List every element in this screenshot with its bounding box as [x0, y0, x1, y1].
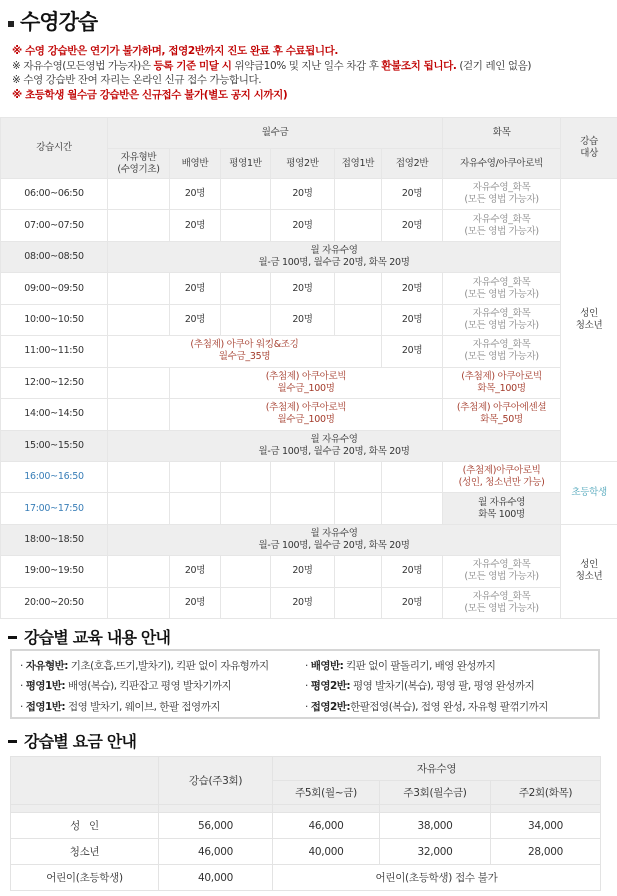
fee-cell: 40,000 [159, 865, 273, 891]
course-item: · 평영1반: 배영(복습), 킥판잡고 평영 발차기까지 [20, 680, 232, 693]
fee-header-col: 주3회(월수금) [380, 781, 491, 805]
square-bullet-icon [8, 21, 14, 27]
schedule-cell: 자유수영_화목 (모든 영법 가능자) [443, 273, 561, 304]
schedule-cell: 20명 [170, 587, 221, 618]
schedule-time: 20:00~20:50 [1, 587, 108, 618]
header-col: 자유수영/아쿠아로빅 [443, 149, 561, 179]
schedule-cell: 20명 [382, 273, 443, 304]
fee-header-col: 주5회(월~금) [273, 781, 380, 805]
fee-section-title: 강습별 요금 안내 [8, 729, 136, 752]
schedule-cell: (추첨제) 아쿠아로빅 월수금_100명 [170, 367, 443, 398]
schedule-merged-cell: 월 자유수영 월-금 100명, 월수금 20명, 화목 20명 [108, 241, 561, 272]
course-info-box [10, 649, 600, 719]
schedule-row [1, 273, 617, 304]
page-title: 수영강습 [8, 4, 97, 38]
schedule-cell [221, 461, 271, 492]
schedule-cell [221, 493, 271, 524]
schedule-cell [382, 493, 443, 524]
schedule-cell: 자유수영_화목 (모든 영법 가능자) [443, 179, 561, 210]
schedule-cell: 20명 [170, 179, 221, 210]
header-mwf: 월수금 [108, 118, 443, 149]
schedule-cell: 자유수영_화목 (모든 영법 가능자) [443, 556, 561, 587]
notice-list [12, 44, 612, 102]
schedule-cell [108, 461, 170, 492]
course-item: · 접영1반: 접영 발차기, 웨이브, 한팔 접영까지 [20, 700, 220, 713]
schedule-cell [335, 273, 382, 304]
notice-item: ※ 초등학생 월수금 강습반은 신규접수 불가(별도 공지 시까지) [12, 88, 288, 101]
header-col: 평영2반 [271, 149, 335, 179]
dash-icon [8, 740, 17, 743]
schedule-cell: 20명 [271, 179, 335, 210]
schedule-cell [382, 461, 443, 492]
header-target: 강습 대상 [561, 118, 617, 179]
schedule-cell [221, 304, 271, 335]
target-cell: 초등학생 [561, 461, 617, 524]
schedule-cell: 월 자유수영 화목 100명 [443, 493, 561, 524]
schedule-merged-cell: 월 자유수영 월-금 100명, 월수금 20명, 화목 20명 [108, 524, 561, 555]
schedule-cell [108, 399, 170, 430]
schedule-row [1, 524, 617, 555]
schedule-cell [271, 461, 335, 492]
schedule-cell [335, 461, 382, 492]
schedule-cell: 20명 [382, 304, 443, 335]
schedule-row [1, 430, 617, 461]
course-section-title: 강습별 교육 내용 안내 [8, 625, 170, 648]
schedule-cell: (추첨제) 아쿠아로빅 월수금_100명 [170, 399, 443, 430]
schedule-cell: 자유수영_화목 (모든 영법 가능자) [443, 210, 561, 241]
schedule-time: 15:00~15:50 [1, 430, 108, 461]
course-item: · 평영2반: 평영 발차기(복습), 평영 팔, 평영 완성까지 [305, 680, 535, 693]
header-col: 접영1반 [335, 149, 382, 179]
schedule-time: 16:00~16:50 [1, 461, 108, 492]
schedule-cell [271, 493, 335, 524]
header-col: 평영1반 [221, 149, 271, 179]
fee-cell: 40,000 [273, 839, 380, 865]
schedule-time: 14:00~14:50 [1, 399, 108, 430]
schedule-cell: 20명 [170, 304, 221, 335]
schedule-cell [108, 179, 170, 210]
schedule-cell [221, 273, 271, 304]
schedule-cell: (추첨제) 아쿠아에센셜 화목_50명 [443, 399, 561, 430]
schedule-cell [221, 587, 271, 618]
schedule-cell: 20명 [382, 179, 443, 210]
notice-item: ※ 자유수영(모든영법 가능자)은 등록 기준 미달 시 위약금10% 및 지난 일수 차감 후 환불조치 됩니다. (걷기 레인 없음) [12, 59, 532, 72]
schedule-table [0, 117, 617, 619]
schedule-cell: 20명 [382, 210, 443, 241]
schedule-cell: 20명 [271, 587, 335, 618]
schedule-cell: 20명 [170, 556, 221, 587]
schedule-cell [108, 556, 170, 587]
schedule-row [1, 367, 617, 398]
schedule-cell: 20명 [271, 273, 335, 304]
target-cell: 성인 청소년 [561, 524, 617, 618]
course-item: · 배영반: 킥판 없이 팔돌리기, 배영 완성까지 [305, 659, 496, 672]
fee-cell: 46,000 [159, 839, 273, 865]
schedule-row [1, 304, 617, 335]
fee-cell: 28,000 [491, 839, 601, 865]
fee-cell: 56,000 [159, 813, 273, 839]
fee-row [11, 839, 601, 865]
fee-cell: 32,000 [380, 839, 491, 865]
schedule-cell [221, 179, 271, 210]
schedule-row [1, 336, 617, 367]
schedule-cell: 자유수영_화목 (모든 영법 가능자) [443, 304, 561, 335]
schedule-row [1, 399, 617, 430]
fee-header-free: 자유수영 [273, 757, 601, 781]
schedule-cell: (추첨제) 아쿠아 워킹&조깅 월수금_35명 [108, 336, 382, 367]
notice-item: ※ 수영 강습반 잔여 자리는 온라인 신규 접수 가능합니다. [12, 74, 262, 86]
schedule-cell: 20명 [382, 556, 443, 587]
header-col: 자유형반 (수영기초) [108, 149, 170, 179]
schedule-cell: (추첨제) 아쿠아로빅 화목_100명 [443, 367, 561, 398]
schedule-cell [108, 304, 170, 335]
schedule-time: 11:00~11:50 [1, 336, 108, 367]
schedule-time: 10:00~10:50 [1, 304, 108, 335]
schedule-cell: 자유수영_화목 (모든 영법 가능자) [443, 336, 561, 367]
schedule-cell: 자유수영_화목 (모든 영법 가능자) [443, 587, 561, 618]
schedule-cell [170, 461, 221, 492]
schedule-cell: 20명 [170, 210, 221, 241]
schedule-row [1, 587, 617, 618]
schedule-cell [108, 210, 170, 241]
schedule-row [1, 556, 617, 587]
schedule-row [1, 179, 617, 210]
schedule-cell [335, 556, 382, 587]
schedule-cell [221, 556, 271, 587]
schedule-cell [335, 179, 382, 210]
schedule-cell [335, 210, 382, 241]
schedule-time: 18:00~18:50 [1, 524, 108, 555]
schedule-time: 07:00~07:50 [1, 210, 108, 241]
fee-row-label: 어린이(초등학생) [11, 865, 159, 891]
schedule-time: 08:00~08:50 [1, 241, 108, 272]
schedule-cell: 20명 [271, 210, 335, 241]
header-col: 배영반 [170, 149, 221, 179]
fee-cell: 46,000 [273, 813, 380, 839]
schedule-cell: 20명 [382, 336, 443, 367]
schedule-time: 12:00~12:50 [1, 367, 108, 398]
schedule-cell [108, 493, 170, 524]
fee-cell-merged: 어린이(초등학생) 접수 불가 [273, 865, 601, 891]
schedule-cell: 20명 [382, 587, 443, 618]
fee-row [11, 865, 601, 891]
schedule-row [1, 210, 617, 241]
course-item: · 접영2반:한팔접영(복습), 접영 완성, 자유형 팔꺾기까지 [305, 700, 548, 713]
fee-header-lesson: 강습(주3회) [159, 757, 273, 805]
fee-row-label: 성 인 [11, 813, 159, 839]
header-col: 접영2반 [382, 149, 443, 179]
schedule-cell [335, 304, 382, 335]
fee-header-blank [11, 757, 159, 805]
schedule-row [1, 241, 617, 272]
schedule-time: 17:00~17:50 [1, 493, 108, 524]
schedule-time: 19:00~19:50 [1, 556, 108, 587]
schedule-merged-cell: 월 자유수영 월-금 100명, 월수금 20명, 화목 20명 [108, 430, 561, 461]
schedule-cell [108, 273, 170, 304]
schedule-body [1, 179, 617, 619]
fee-header-col: 주2회(화목) [491, 781, 601, 805]
header-time: 강습시간 [1, 118, 108, 179]
schedule-cell [221, 210, 271, 241]
fee-row [11, 813, 601, 839]
fee-table [10, 756, 601, 891]
schedule-row [1, 461, 617, 492]
dash-icon [8, 636, 17, 639]
schedule-cell: 20명 [271, 556, 335, 587]
schedule-time: 09:00~09:50 [1, 273, 108, 304]
schedule-cell [170, 493, 221, 524]
schedule-cell [335, 493, 382, 524]
course-item: · 자유형반: 기초(호흡,뜨기,발차기), 킥판 없이 자유형까지 [20, 659, 269, 672]
notice-item: ※ 수영 강습반은 연기가 불가하며, 접영2반까지 진도 완료 후 수료됩니다. [12, 45, 338, 57]
schedule-cell: (추첨제)아쿠아로빅 (성인, 청소년만 가능) [443, 461, 561, 492]
schedule-cell [108, 587, 170, 618]
schedule-cell [335, 587, 382, 618]
schedule-cell: 20명 [271, 304, 335, 335]
schedule-time: 06:00~06:50 [1, 179, 108, 210]
schedule-row [1, 493, 617, 524]
fee-cell: 34,000 [491, 813, 601, 839]
schedule-cell [108, 367, 170, 398]
fee-row-label: 청소년 [11, 839, 159, 865]
fee-cell: 38,000 [380, 813, 491, 839]
schedule-cell: 20명 [170, 273, 221, 304]
target-cell: 성인 청소년 [561, 179, 617, 462]
header-tt: 화목 [443, 118, 561, 149]
